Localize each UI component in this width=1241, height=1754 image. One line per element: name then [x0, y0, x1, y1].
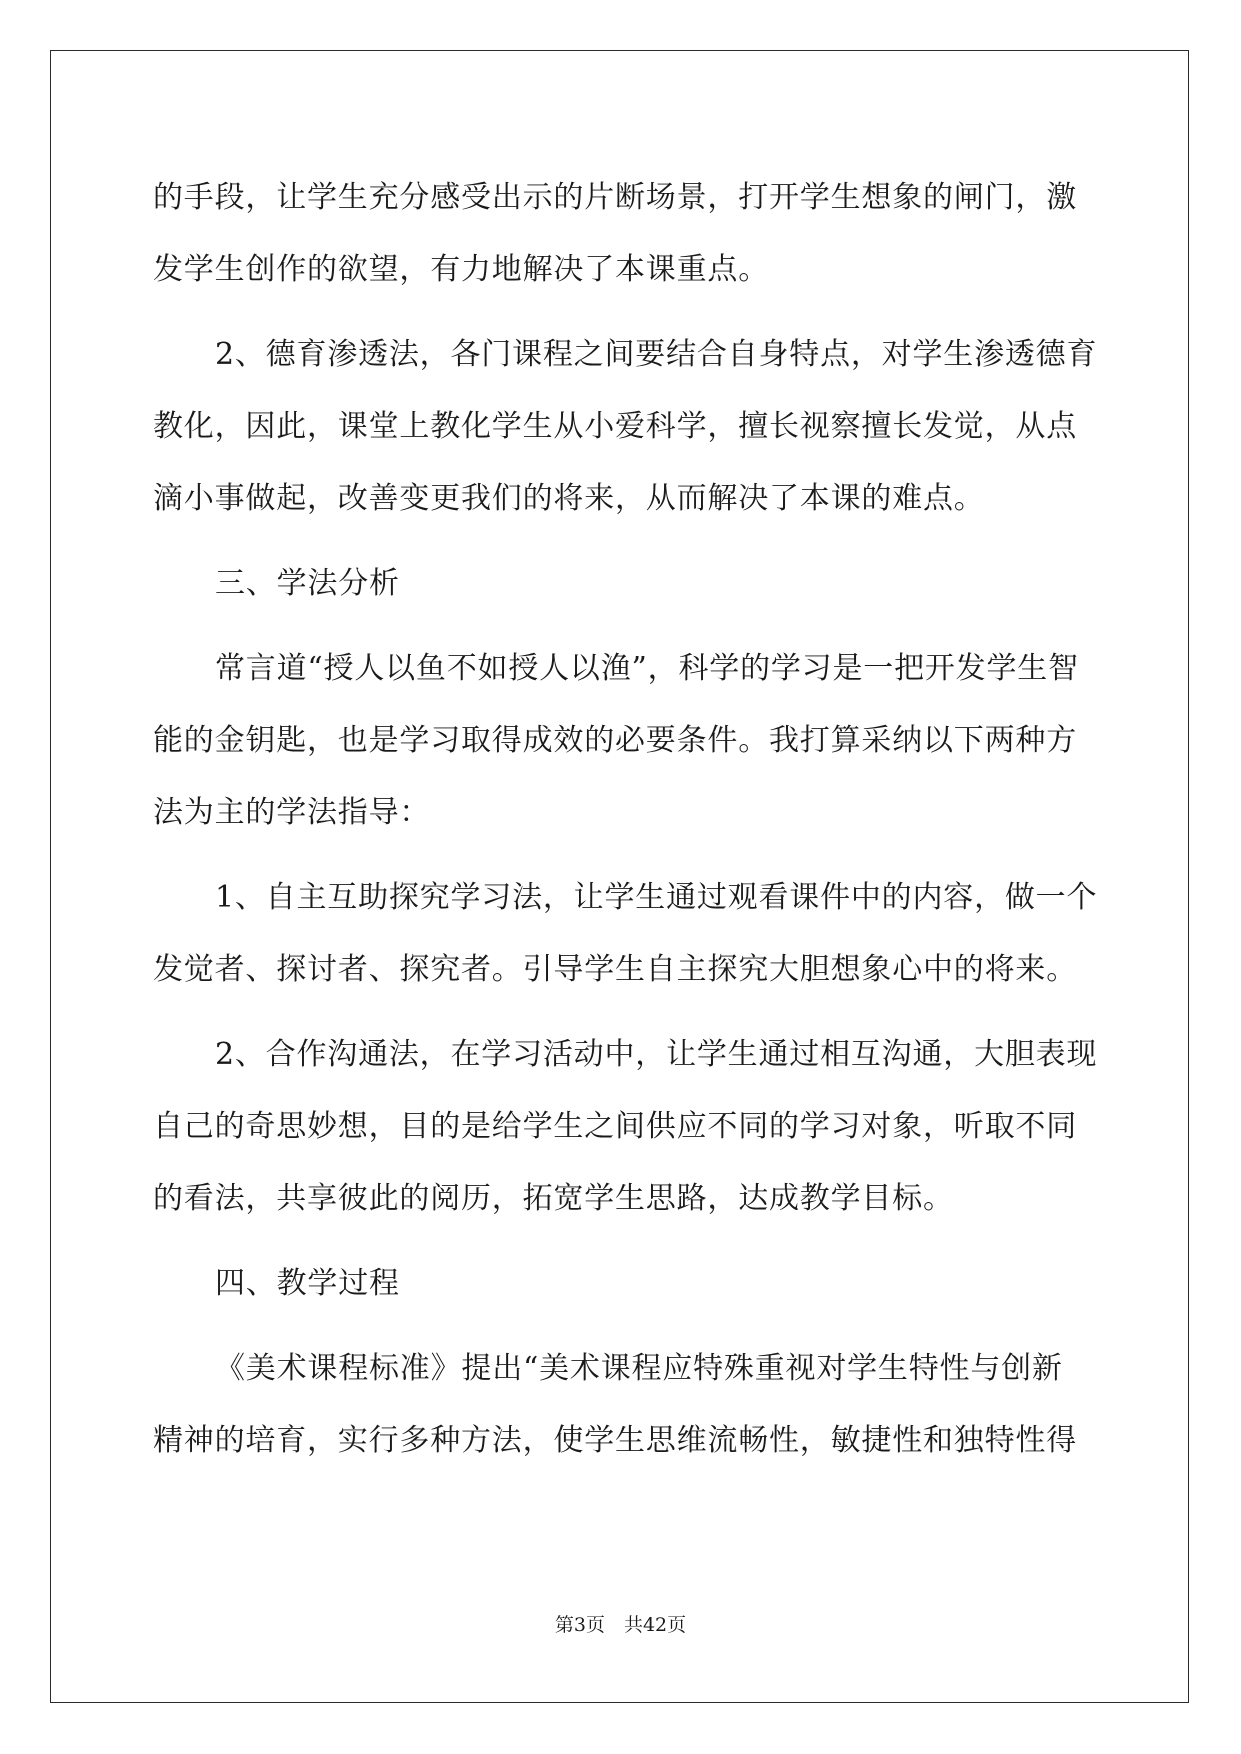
text-line: 常言道“授人以鱼不如授人以渔”，科学的学习是一把开发学生智 — [215, 651, 1079, 686]
text-line: 精神的培育，实行多种方法，使学生思维流畅性，敏捷性和独特性得 — [153, 1423, 1077, 1458]
paragraph-4 — [153, 633, 1088, 849]
text-line: 能的金钥匙，也是学习取得成效的必要条件。我打算采纳以下两种方 — [153, 723, 1077, 758]
text-line: 发学生创作的欲望，有力地解决了本课重点。 — [153, 252, 769, 287]
paragraph-1 — [153, 162, 1088, 306]
paragraph-6 — [153, 1019, 1098, 1235]
paragraph-2 — [153, 319, 1098, 535]
heading-text: 四、教学过程 — [215, 1266, 400, 1301]
text-line: 滴小事做起，改善变更我们的将来，从而解决了本课的难点。 — [153, 481, 985, 516]
text-line: 1、自主互助探究学习法，让学生通过观看课件中的内容，做一个 — [215, 880, 1098, 915]
text-line: 自己的奇思妙想，目的是给学生之间供应不同的学习对象，听取不同 — [153, 1109, 1077, 1144]
text-line: 发觉者、探讨者、探究者。引导学生自主探究大胆想象心中的将来。 — [153, 952, 1077, 987]
text-line: 《美术课程标准》提出“美术课程应特殊重视对学生特性与创新 — [215, 1351, 1063, 1386]
section-heading-4 — [153, 1248, 1088, 1320]
text-line: 的手段，让学生充分感受出示的片断场景，打开学生想象的闸门，激 — [153, 180, 1077, 215]
document-body — [153, 162, 1098, 1477]
section-heading-3 — [153, 548, 1088, 620]
paragraph-5 — [153, 862, 1098, 1006]
text-line: 的看法，共享彼此的阅历，拓宽学生思路，达成教学目标。 — [153, 1181, 954, 1216]
paragraph-8 — [153, 1333, 1088, 1477]
text-line: 教化，因此，课堂上教化学生从小爱科学，擅长视察擅长发觉，从点 — [153, 409, 1077, 444]
page-number-footer: 第3页 共42页 — [554, 1614, 687, 1636]
text-line: 2、合作沟通法，在学习活动中，让学生通过相互沟通，大胆表现 — [215, 1037, 1098, 1072]
heading-text: 三、学法分析 — [215, 566, 400, 601]
text-line: 法为主的学法指导： — [153, 795, 431, 830]
text-line: 2、德育渗透法，各门课程之间要结合自身特点，对学生渗透德育 — [215, 337, 1098, 372]
